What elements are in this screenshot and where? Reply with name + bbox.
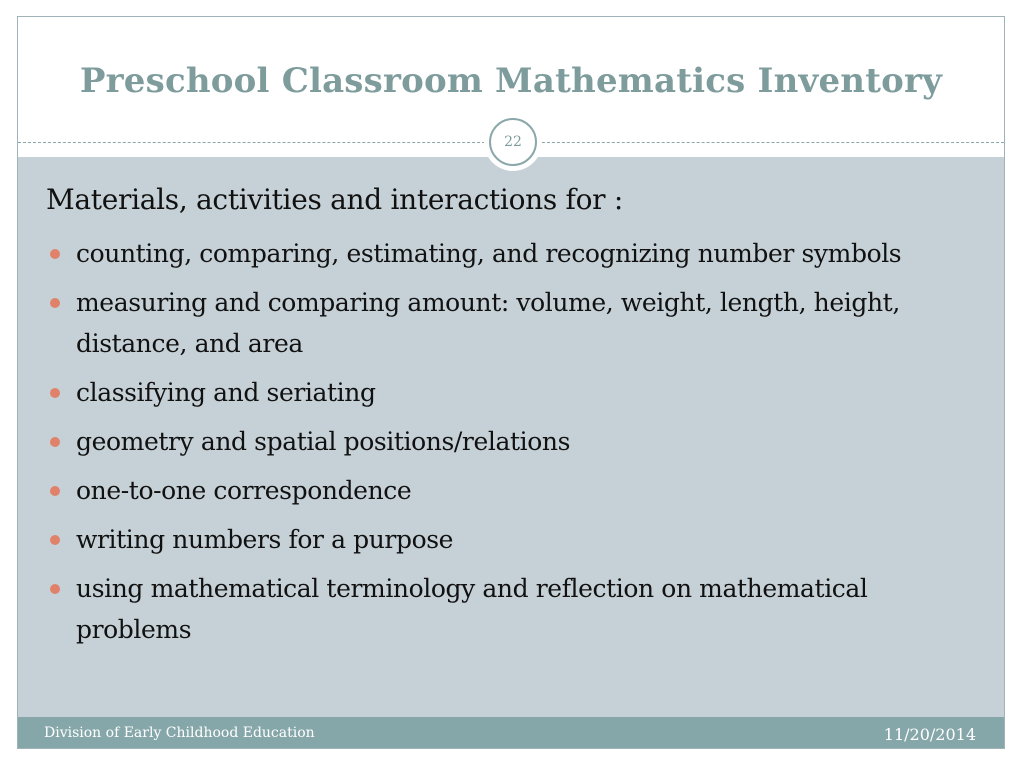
footer-organization: Division of Early Childhood Education xyxy=(44,725,315,741)
bullet-item xyxy=(46,568,986,650)
slide-number-badge xyxy=(484,113,542,171)
bullet-text: writing numbers for a purpose xyxy=(76,525,454,554)
bullet-text: geometry and spatial positions/relations xyxy=(76,427,570,456)
bullet-dot-icon xyxy=(50,298,60,308)
bullet-item xyxy=(46,233,986,274)
bullet-item xyxy=(46,372,986,413)
bullet-item xyxy=(46,519,986,560)
bullet-dot-icon xyxy=(50,535,60,545)
bullet-item xyxy=(46,470,986,511)
slide xyxy=(17,16,1005,749)
bullet-dot-icon xyxy=(50,437,60,447)
bullet-text: using mathematical terminology and reflection on mathematical problems xyxy=(76,574,868,644)
slide-number: 22 xyxy=(489,118,537,166)
intro-text: Materials, activities and interactions for : xyxy=(46,183,623,216)
bullet-item xyxy=(46,282,986,364)
bullet-dot-icon xyxy=(50,388,60,398)
bullet-text: measuring and comparing amount: volume, weight, length, height, distance, and area xyxy=(76,288,900,358)
bullet-text: one-to-one correspondence xyxy=(76,476,412,505)
slide-title: Preschool Classroom Mathematics Inventory xyxy=(79,61,943,101)
bullet-item xyxy=(46,421,986,462)
bullet-dot-icon xyxy=(50,486,60,496)
bullet-dot-icon xyxy=(50,584,60,594)
footer-date: 11/20/2014 xyxy=(883,725,976,744)
bullet-text: classifying and seriating xyxy=(76,378,376,407)
footer xyxy=(18,717,1004,749)
bullet-text: counting, comparing, estimating, and recognizing number symbols xyxy=(76,239,902,268)
bullet-dot-icon xyxy=(50,249,60,259)
bullet-list xyxy=(46,233,986,658)
